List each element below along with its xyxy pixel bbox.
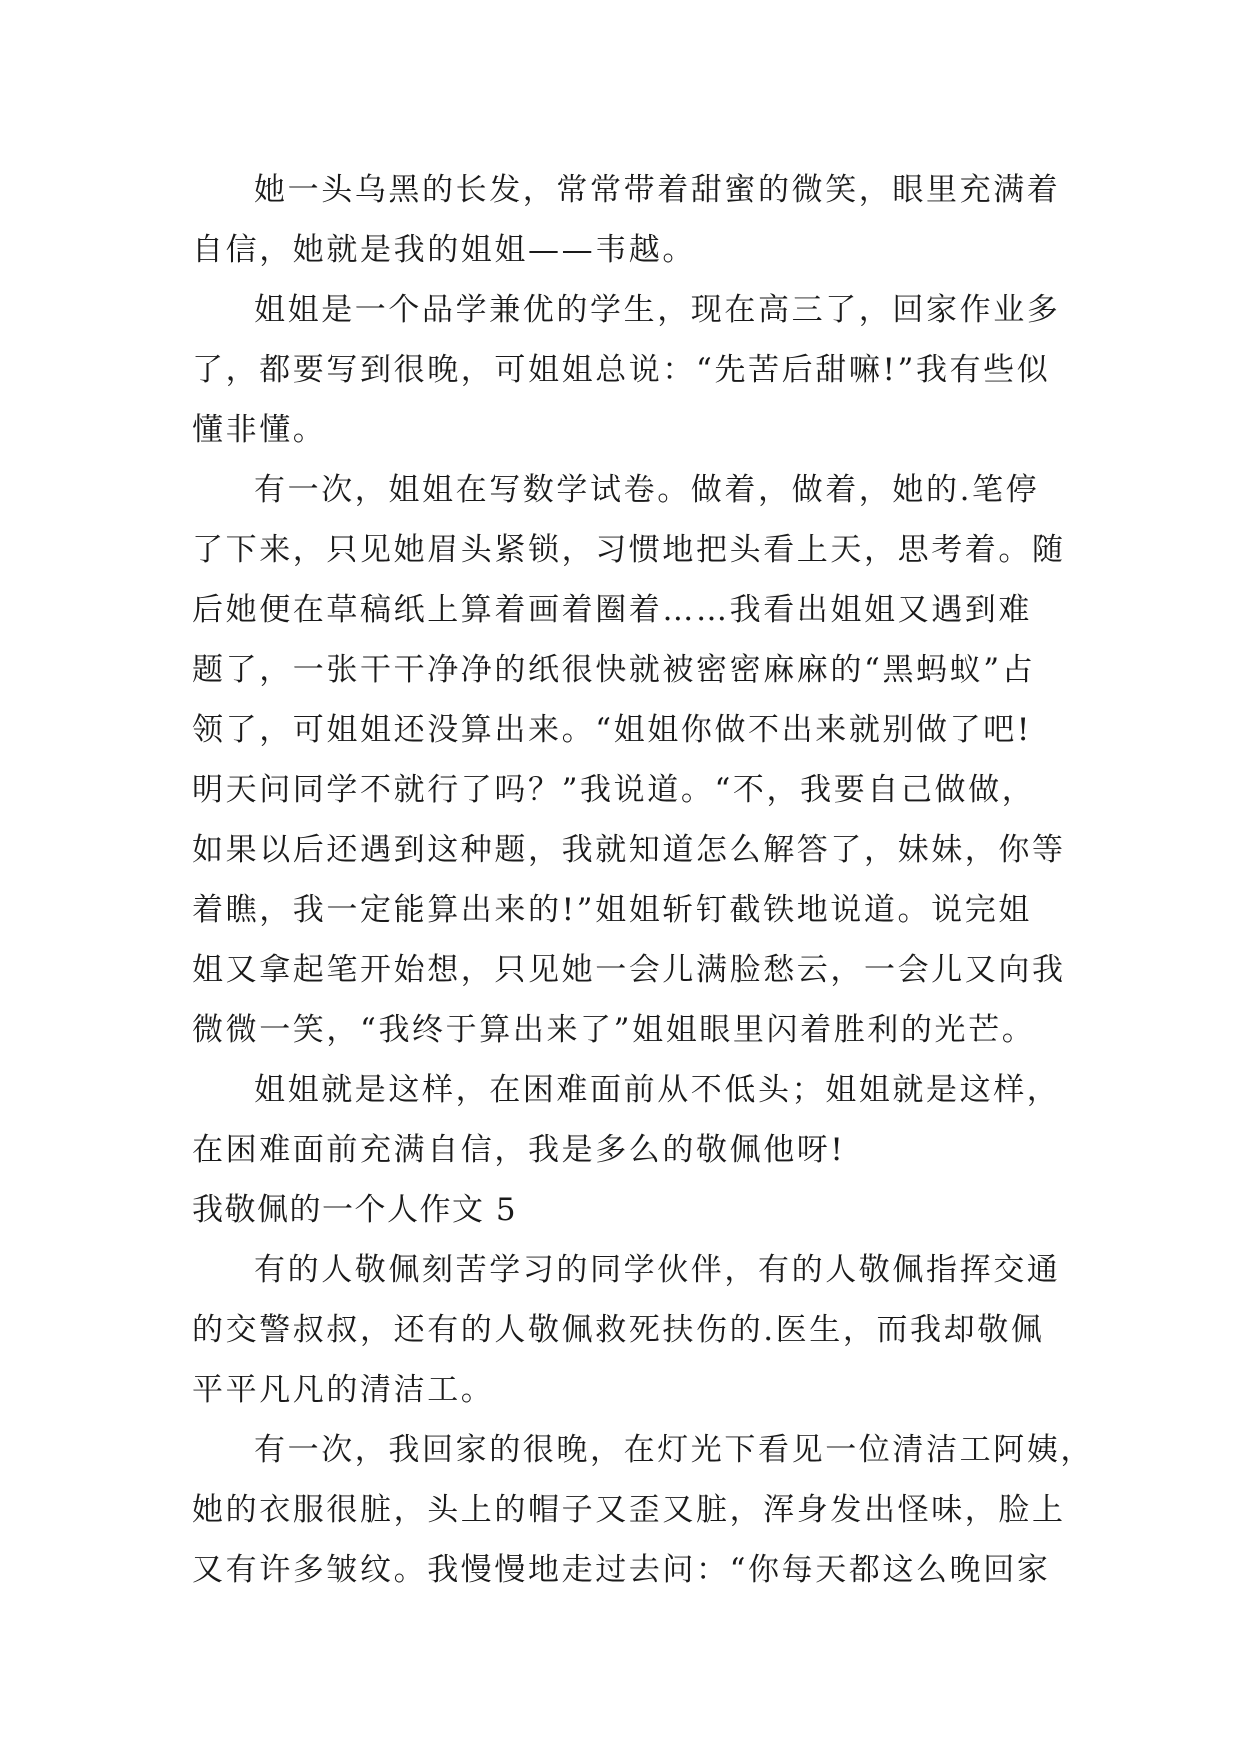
text-line: 她一头乌黑的长发，常常带着甜蜜的微笑，眼里充满着 [254, 172, 1061, 208]
text-line: 又有许多皱纹。我慢慢地走过去问：“你每天都这么晚回家 [192, 1552, 1051, 1588]
text-line: 懂非懂。 [192, 412, 327, 448]
text-line: 如果以后还遇到这种题，我就知道怎么解答了，妹妹，你等 [192, 832, 1066, 868]
text-line: 自信，她就是我的姐姐——韦越。 [192, 232, 696, 268]
text-line: 了下来，只见她眉头紧锁，习惯地把头看上天，思考着。随 [192, 532, 1066, 568]
text-line: 有一次，我回家的很晚，在灯光下看见一位清洁工阿姨， [254, 1432, 1094, 1468]
document-page [192, 160, 1094, 1600]
text-line: 在困难面前充满自信，我是多么的敬佩他呀! [192, 1132, 846, 1168]
text-line: 了，都要写到很晚，可姐姐总说：“先苦后甜嘛!”我有些似 [192, 352, 1051, 388]
text-line: 后她便在草稿纸上算着画着圈着……我看出姐姐又遇到难 [192, 592, 1032, 628]
text-line: 有的人敬佩刻苦学习的同学伙伴，有的人敬佩指挥交通 [254, 1252, 1061, 1288]
text-line: 领了，可姐姐还没算出来。“姐姐你做不出来就别做了吧! [192, 712, 1032, 748]
text-line: 明天问同学不就行了吗？”我说道。“不，我要自己做做， [192, 772, 1036, 808]
text-line: 平平凡凡的清洁工。 [192, 1372, 495, 1408]
text-line: 着瞧，我一定能算出来的!”姐姐斩钉截铁地说道。说完姐 [192, 892, 1032, 928]
text-line: 姐又拿起笔开始想，只见她一会儿满脸愁云，一会儿又向我 [192, 952, 1066, 988]
text-line: 她的衣服很脏，头上的帽子又歪又脏，浑身发出怪味，脸上 [192, 1492, 1066, 1528]
text-line: 微微一笑，“我终于算出来了”姐姐眼里闪着胜利的光芒。 [192, 1012, 1036, 1048]
section-heading: 我敬佩的一个人作文 5 [192, 1192, 518, 1228]
text-line: 姐姐是一个品学兼优的学生，现在高三了，回家作业多 [254, 292, 1061, 328]
text-line: 姐姐就是这样，在困难面前从不低头；姐姐就是这样， [254, 1072, 1061, 1108]
text-line: 的交警叔叔，还有的人敬佩救死扶伤的.医生，而我却敬佩 [192, 1312, 1045, 1348]
text-line: 题了，一张干干净净的纸很快就被密密麻麻的“黑蚂蚁”占 [192, 652, 1036, 688]
text-line: 有一次，姐姐在写数学试卷。做着，做着，她的.笔停 [254, 472, 1040, 508]
